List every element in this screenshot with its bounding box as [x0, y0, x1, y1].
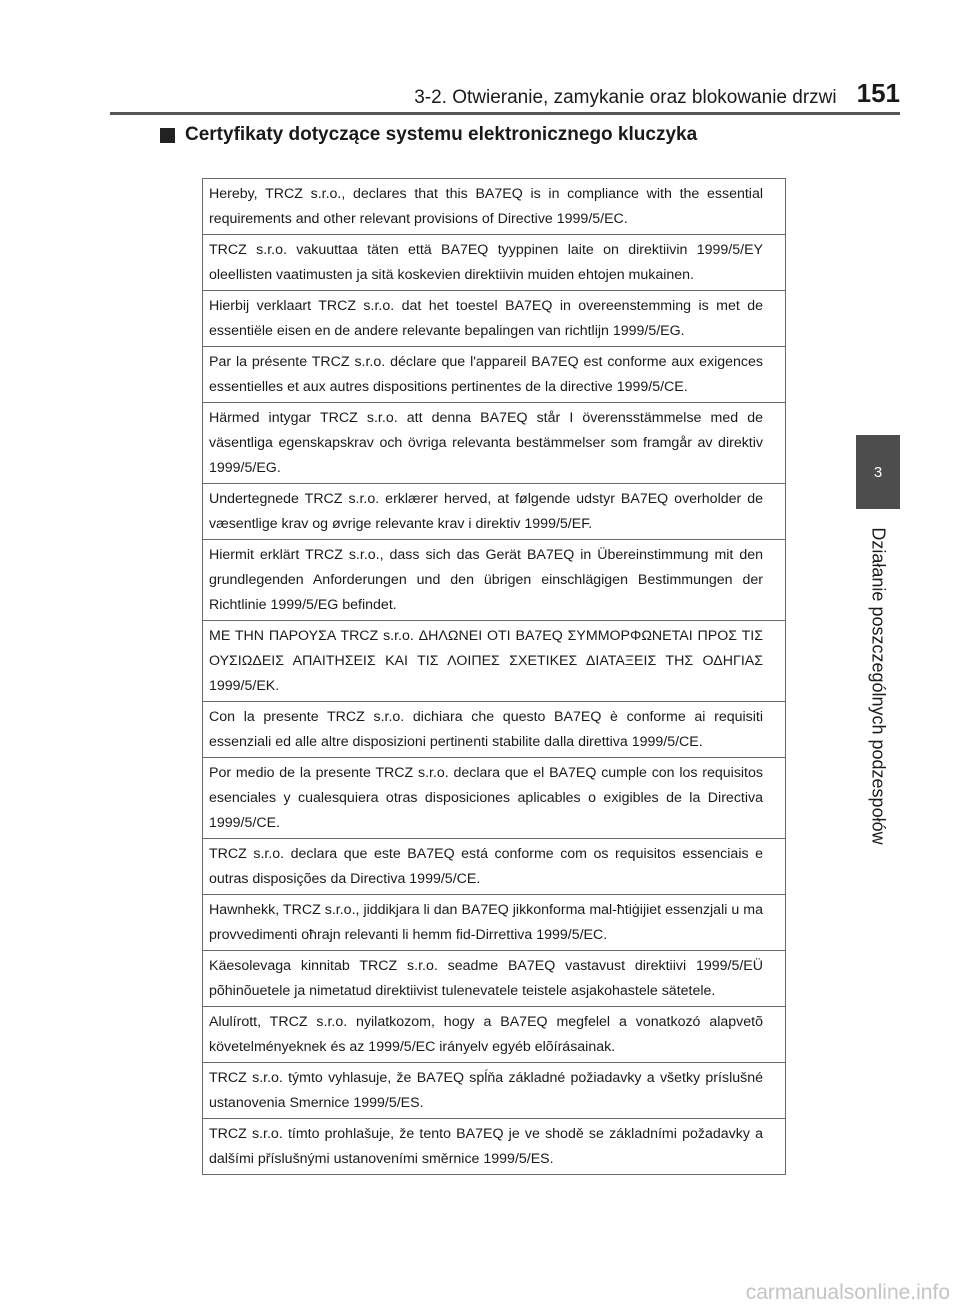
section-heading-text: Certyfikaty dotyczące systemu elektronicznego kluczyka — [185, 124, 698, 145]
page-header — [110, 78, 900, 109]
certificate-cell: Por medio de la presente TRCZ s.r.o. declara que el BA7EQ cumple con los requisitos esenciales y cualesquiera otras disposiciones aplicables o exigibles de la Directiva 1999/5/CE. — [203, 758, 786, 839]
table-row — [203, 347, 786, 403]
section-heading — [160, 124, 697, 146]
table-row — [203, 291, 786, 347]
certificates-table — [202, 178, 786, 1175]
table-row — [203, 179, 786, 235]
table-row — [203, 1007, 786, 1063]
table-row — [203, 1119, 786, 1175]
table-row — [203, 235, 786, 291]
certificate-cell: Par la présente TRCZ s.r.o. déclare que l'appareil BA7EQ est conforme aux exigences essentielles et aux autres dispositions pertinentes de la directive 1999/5/CE. — [203, 347, 786, 403]
page-number: 151 — [856, 78, 900, 108]
table-row — [203, 484, 786, 540]
certificate-cell: Con la presente TRCZ s.r.o. dichiara che questo BA7EQ è conforme ai requisiti essenziali ed alle altre disposizioni pertinenti stabilite dalla direttiva 1999/5/CE. — [203, 702, 786, 758]
certificate-cell: Käesolevaga kinnitab TRCZ s.r.o. seadme BA7EQ vastavust direktiivi 1999/5/EÜ põhinõuetele ja nimetatud direktiivist tulenevatele teistele asjakohastele sätetele. — [203, 951, 786, 1007]
table-row — [203, 895, 786, 951]
section-title: 3-2. Otwieranie, zamykanie oraz blokowanie drzwi — [414, 87, 837, 108]
certificate-cell: Härmed intygar TRCZ s.r.o. att denna BA7EQ står I överensstämmelse med de väsentliga egenskapskrav och övriga relevanta bestämmelser som framgår av direktiv 1999/5/EG. — [203, 403, 786, 484]
certificate-cell: Undertegnede TRCZ s.r.o. erklærer herved, at følgende udstyr BA7EQ overholder de væsentlige krav og øvrige relevante krav i direktiv 1999/5/EF. — [203, 484, 786, 540]
table-row — [203, 540, 786, 621]
table-row — [203, 621, 786, 702]
certificate-cell: ΜΕ ΤΗΝ ΠΑΡΟΥΣΑ TRCZ s.r.o. ΔΗΛΩΝΕΙ ΟΤΙ BA7EQ ΣΥΜΜΟΡΦΩΝΕΤΑΙ ΠΡΟΣ ΤΙΣ ΟΥΣΙΩΔΕΙΣ ΑΠΑΙΤΗΣΕΙΣ ΚΑΙ ΤΙΣ ΛΟΙΠΕΣ ΣΧΕΤΙΚΕΣ ΔΙΑΤΑΞΕΙΣ ΤΗΣ ΟΔΗΓΙΑΣ 1999/5/ΕΚ. — [203, 621, 786, 702]
square-bullet-icon — [160, 128, 175, 143]
certificate-cell: Hierbij verklaart TRCZ s.r.o. dat het toestel BA7EQ in overeenstemming is met de essentiële eisen en de andere relevante bepalingen van richtlijn 1999/5/EG. — [203, 291, 786, 347]
certificate-cell: Hawnhekk, TRCZ s.r.o., jiddikjara li dan BA7EQ jikkonforma mal-ħtiġijiet essenzjali u ma provvedimenti oħrajn relevanti li hemm fid-Dirrettiva 1999/5/EC. — [203, 895, 786, 951]
watermark: carmanualsonline.info — [745, 1281, 950, 1304]
certificate-cell: Hereby, TRCZ s.r.o., declares that this BA7EQ is in compliance with the essential requirements and other relevant provisions of Directive 1999/5/EC. — [203, 179, 786, 235]
certificate-cell: TRCZ s.r.o. declara que este BA7EQ está conforme com os requisitos essenciais e outras disposições da Directiva 1999/5/CE. — [203, 839, 786, 895]
chapter-tab — [856, 435, 900, 509]
certificate-cell: TRCZ s.r.o. tímto prohlašuje, že tento BA7EQ je ve shodě se základními požadavky a dalšími příslušnými ustanoveními směrnice 1999/5/ES. — [203, 1119, 786, 1175]
chapter-title: Działanie poszczególnych podzespołów — [868, 527, 889, 845]
table-row — [203, 839, 786, 895]
table-row — [203, 702, 786, 758]
certificate-cell: TRCZ s.r.o. týmto vyhlasuje, že BA7EQ spĺňa základné požiadavky a všetky príslušné ustanovenia Smernice 1999/5/ES. — [203, 1063, 786, 1119]
chapter-number: 3 — [873, 463, 883, 481]
table-row — [203, 1063, 786, 1119]
table-row — [203, 403, 786, 484]
table-row — [203, 951, 786, 1007]
table-row — [203, 758, 786, 839]
header-divider — [110, 112, 900, 115]
certificate-cell: Hiermit erklärt TRCZ s.r.o., dass sich das Gerät BA7EQ in Übereinstimmung mit den grundlegenden Anforderungen und den übrigen einschlägigen Bestimmungen der Richtlinie 1999/5/EG befindet. — [203, 540, 786, 621]
certificate-cell: TRCZ s.r.o. vakuuttaa täten että BA7EQ tyyppinen laite on direktiivin 1999/5/EY oleellisten vaatimusten ja sitä koskevien direktiivin muiden ehtojen mukainen. — [203, 235, 786, 291]
certificate-cell: Alulírott, TRCZ s.r.o. nyilatkozom, hogy a BA7EQ megfelel a vonatkozó alapvetõ követelményeknek és az 1999/5/EC irányelv egyéb elõírásainak. — [203, 1007, 786, 1063]
